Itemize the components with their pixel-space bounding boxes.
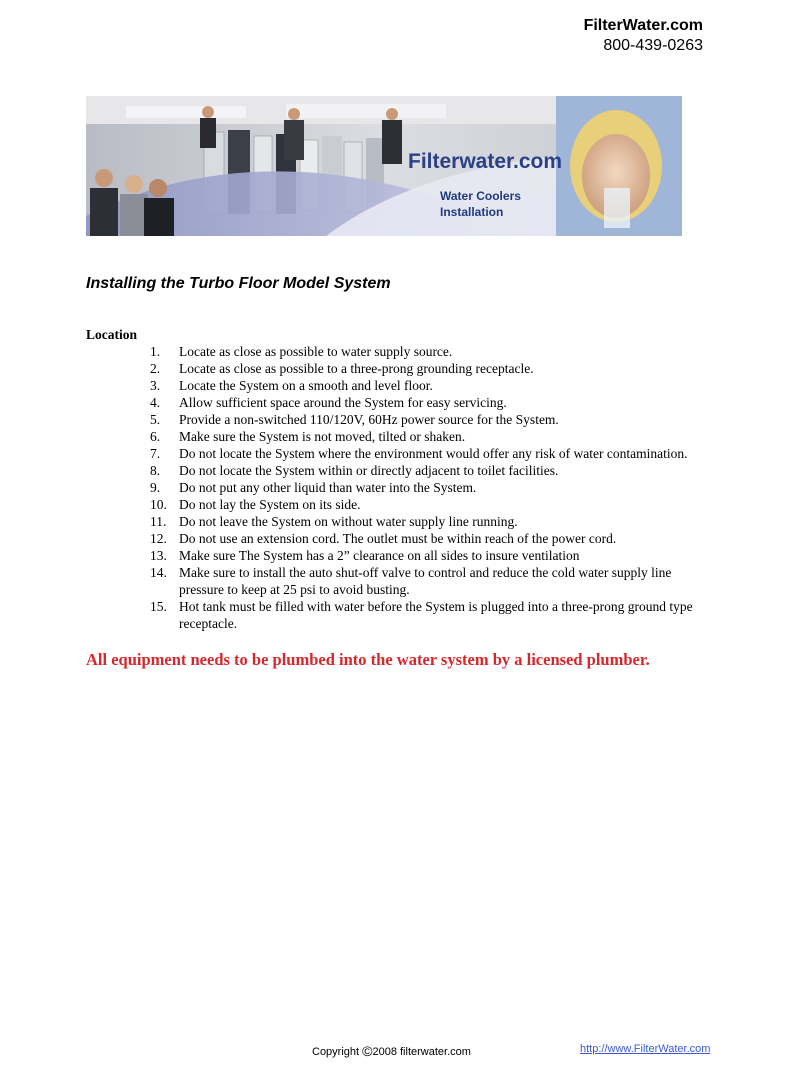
- list-item: 13. Make sure The System has a 2” clearance on all sides to insure ventilation: [150, 548, 580, 563]
- copyright-notice: Copyright ©2008 filterwater.com: [312, 1043, 471, 1059]
- banner-subtitle-2: Installation: [440, 205, 504, 219]
- copyright-symbol: ©: [362, 1043, 373, 1059]
- list-item: 12. Do not use an extension cord. The outlet must be within reach of the power cord.: [150, 531, 617, 546]
- banner-brand: Filterwater.com: [408, 150, 563, 173]
- phone-number: 800-439-0263: [603, 37, 703, 54]
- list-item: 4. Allow sufficient space around the System for easy servicing.: [150, 395, 507, 410]
- banner-image: [86, 96, 682, 236]
- plumber-warning: All equipment needs to be plumbed into the water system by a licensed plumber.: [86, 650, 650, 669]
- list-item: 5. Provide a non-switched 110/120V, 60Hz power source for the System.: [150, 412, 559, 427]
- list-item: 14. Make sure to install the auto shut-off valve to control and reduce the cold water supply line pressure to keep at 25 psi to avoid busting.: [150, 565, 672, 597]
- list-item: 8. Do not locate the System within or directly adjacent to toilet facilities.: [150, 463, 559, 478]
- list-item: 9. Do not put any other liquid than water into the System.: [150, 480, 477, 495]
- list-item: 3. Locate the System on a smooth and level floor.: [150, 378, 433, 393]
- list-item: 2. Locate as close as possible to a three-prong grounding receptacle.: [150, 361, 534, 376]
- site-name: FilterWater.com: [583, 17, 703, 34]
- list-item: 6. Make sure the System is not moved, tilted or shaken.: [150, 429, 466, 444]
- section-heading: Location: [86, 327, 138, 342]
- list-item: 11. Do not leave the System on without water supply line running.: [150, 514, 518, 529]
- list-item: 7. Do not locate the System where the environment would offer any risk of water contamination.: [150, 446, 688, 461]
- website-link[interactable]: http://www.FilterWater.com: [580, 1043, 711, 1055]
- banner-subtitle-1: Water Coolers: [440, 189, 521, 203]
- instruction-list: [0, 343, 740, 632]
- list-item: 15. Hot tank must be filled with water before the System is plugged into a three-prong ground type receptacle.: [150, 599, 693, 631]
- banner-graphic: [86, 96, 682, 236]
- page-title: Installing the Turbo Floor Model System: [86, 275, 391, 292]
- list-item: 1. Locate as close as possible to water supply source.: [150, 344, 453, 359]
- list-item: 10. Do not lay the System on its side.: [150, 497, 361, 512]
- page-header: [584, 16, 703, 56]
